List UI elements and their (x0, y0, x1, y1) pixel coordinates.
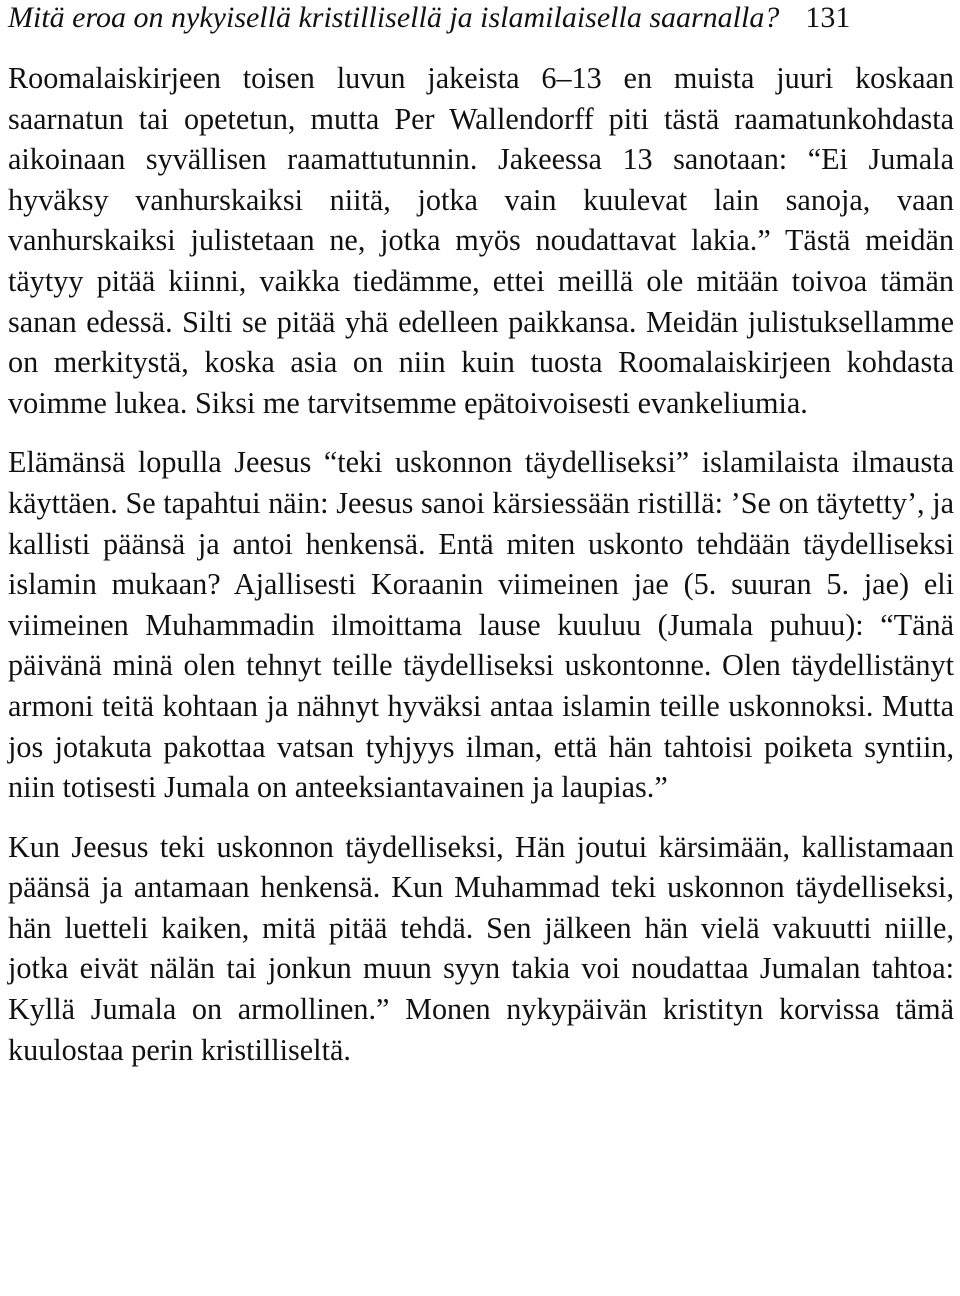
paragraph-romans: Roomalaiskirjeen toisen luvun jakeista 6–13 en muista juuri koskaan saarnatun tai opetetun, mutta Per Wallendorff piti tästä raamatunkohdasta aikoinaan syvällisen raamattutunnin. Jakeessa 13 sanotaan: “Ei Jumala hyväksy vanhurskaiksi niitä, jotka vain kuulevat lain sanoja, vaan vanhurskaiksi julistetaan ne, jotka myös noudattavat lakia.” Tästä meidän täytyy pitää kiinni, vaikka tiedämme, ettei meillä ole mitään toivoa tämän sanan edessä. Silti se pitää yhä edelleen paikkansa. Meidän julistuksellamme on merkitystä, koska asia on niin kuin tuosta Roomalaiskirjeen kohdasta voimme lukea. Siksi me tarvitsemme epätoivoisesti evankeliumia. (8, 61, 954, 420)
body-text (8, 58, 954, 1070)
running-header (8, 0, 954, 36)
page-number: 131 (805, 1, 851, 34)
paragraph-comparison: Kun Jeesus teki uskonnon täydelliseksi, Hän joutui kärsimään, kallistamaan päänsä ja antamaan henkensä. Kun Muhammad teki uskonnon täydelliseksi, hän luetteli kaiken, mitä pitää tehdä. Sen jälkeen hän vielä vakuutti niille, jotka eivät nälän tai jonkun muun syyn takia voi noudattaa Jumalan tahtoa: Kyllä Jumala on armollinen.” Monen nykypäivän kristityn korvissa tämä kuulostaa perin kristilliseltä. (8, 829, 954, 1067)
paragraph-completion-of-religion: Elämänsä lopulla Jeesus “teki uskonnon täydelliseksi” islamilaista ilmausta käyttäen. Se tapahtui näin: Jeesus sanoi kärsiessään ristillä: ’Se on täytetty’, ja kallisti päänsä ja antoi henkensä. Entä miten uskonto tehdään täydelliseksi islamin mukaan? Ajallisesti Koraanin viimeinen jae (5. suuran 5. jae) eli viimeinen Muhammadin ilmoittama lause kuuluu (Jumala puhuu): “Tänä päivänä minä olen tehnyt teille täydelliseksi uskontonne. Olen täydellistänyt armoni teitä kohtaan ja nähnyt hyväksi antaa islamin teille uskonnoksi. Mutta jos jotakuta pakottaa vatsan tyhjyys ilman, että hän tahtoisi poiketa syntiin, niin totisesti Jumala on anteeksiantavainen ja laupias.” (8, 445, 954, 805)
chapter-title: Mitä eroa on nykyisellä kristillisellä ja islamilaisella saarnalla? (8, 1, 780, 34)
